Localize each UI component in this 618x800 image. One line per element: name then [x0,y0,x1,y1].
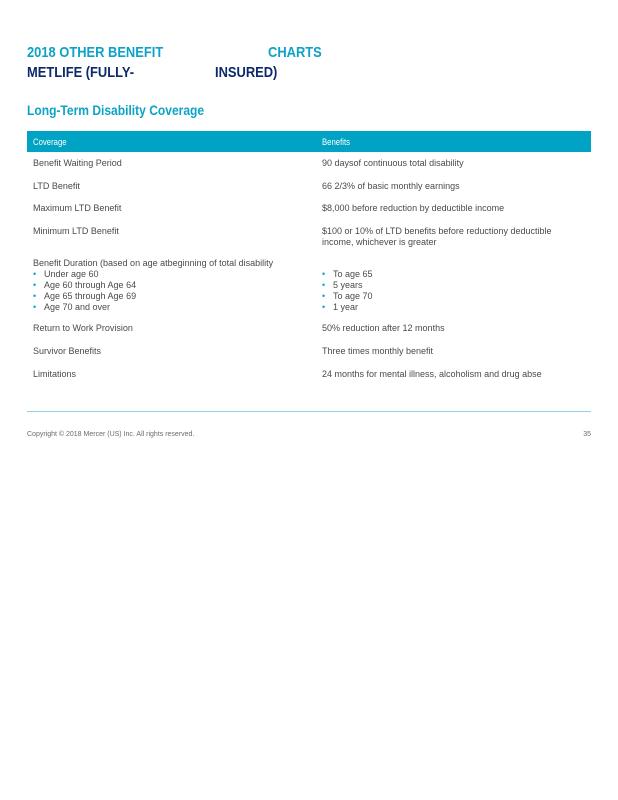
header-subtitle-part-1: METLIFE (FULLY- [27,64,135,81]
header-title-part-2: CHARTS [268,44,322,61]
benefit-sub-list [322,269,582,313]
list-item: • Age 70 and over [33,302,313,313]
benefit-cell: 50% reduction after 12 months [322,323,445,333]
header-line-2 [27,64,592,84]
table-header-row [27,131,591,152]
page-number: 35 [583,431,591,438]
coverage-cell: Limitations [33,369,77,379]
table-header-benefits: Benefits [322,137,350,147]
coverage-cell: Minimum LTD Benefit [33,226,119,236]
benefit-cell: $8,000 before reduction by deductible income [322,203,505,213]
benefit-cell: 24 months for mental illness, alcoholism and drug abse [322,369,542,379]
list-item: • Age 65 through Age 69 [33,291,313,302]
benefit-cell: $100 or 10% of LTD benefits before reductiony deductible income, whichever is greater [322,226,552,247]
benefit-cell: Three times monthly benefit [322,346,434,356]
coverage-cell: Return to Work Provision [33,323,133,333]
list-item: • To age 70 [322,291,582,302]
coverage-cell: Survivor Benefits [33,346,102,356]
benefit-cell: 66 2/3% of basic monthly earnings [322,181,460,191]
header-line-1 [27,44,592,64]
benefit-cell [322,258,582,313]
coverage-cell: Benefit Waiting Period [33,158,122,168]
coverage-sub-list [33,269,313,313]
document-header [27,44,592,84]
copyright-notice: Copyright © 2018 Mercer (US) Inc. All rights reserved. [27,431,195,438]
coverage-cell: LTD Benefit [33,181,80,191]
section-divider [27,411,591,412]
section-title: Long-Term Disability Coverage [27,102,205,118]
header-subtitle-part-2: INSURED) [215,64,278,81]
benefit-cell: 90 daysof continuous total disability [322,158,464,168]
coverage-cell: Maximum LTD Benefit [33,203,122,213]
header-title-part-1: 2018 OTHER BENEFIT [27,44,164,61]
benefit-label [322,258,582,269]
list-item: • Under age 60 [33,269,313,280]
coverage-cell [33,258,313,313]
list-item: • To age 65 [322,269,582,280]
coverage-label: Benefit Duration (based on age atbeginning of total disability [33,258,274,268]
list-item: • 5 years [322,280,582,291]
list-item: • 1 year [322,302,582,313]
table-header-coverage: Coverage [33,137,67,147]
list-item: • Age 60 through Age 64 [33,280,313,291]
